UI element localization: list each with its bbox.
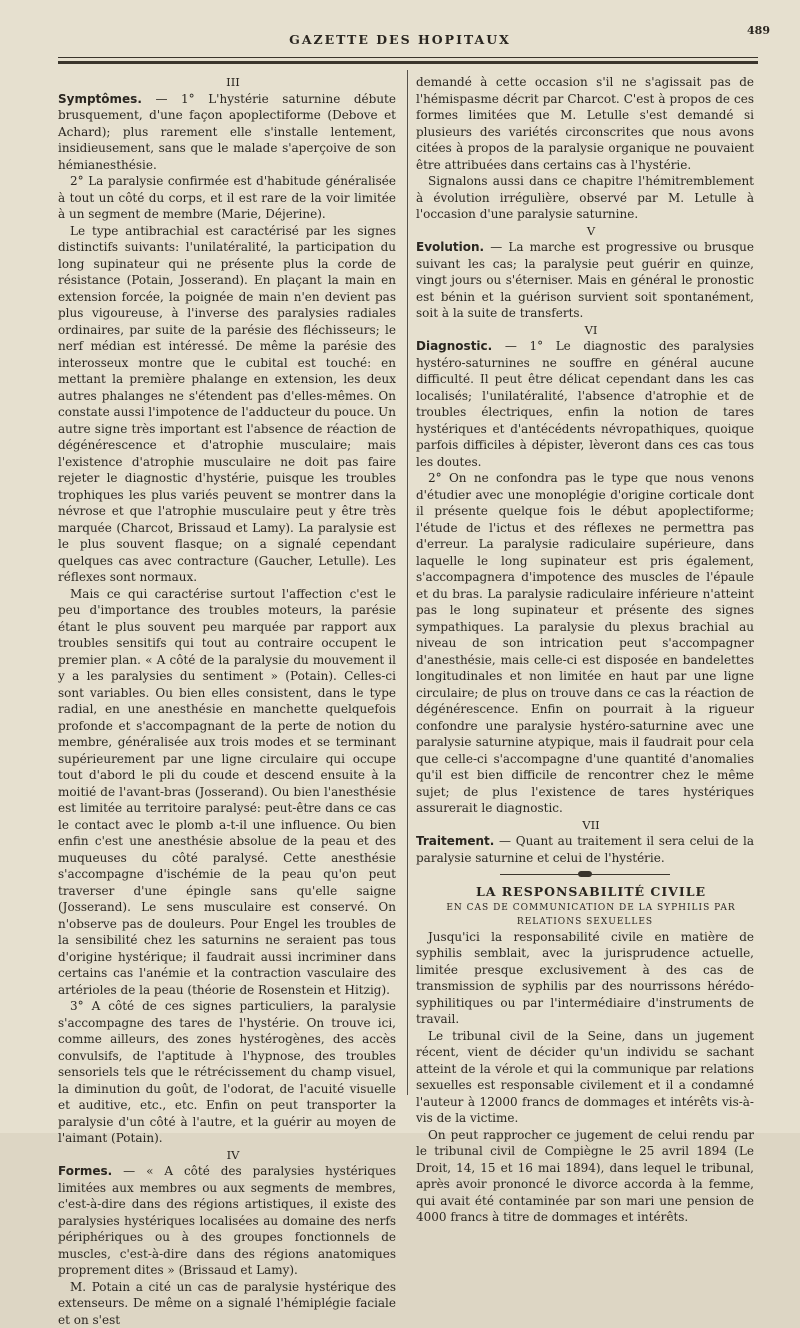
formes-heading: Formes. <box>58 1164 112 1178</box>
article-text-1: Jusqu'ici la responsabilité civile en matière de syphilis semblait, avec la jurisprudence actuelle, limitée presque exclusivement à des cas de transmission de syphilis par des nourrissons hérédo-syphilitiques ou par l'intermédiaire d'instruments de travail. <box>416 929 754 1028</box>
diagnostic-text-2: 2° On ne confondra pas le type que nous venons d'étudier avec une monoplégie d'origine corticale dont il présente quelque fois le début apoplectiforme; l'étude de l'ictus et des réflexes ne permettra pas d'erreur. La paralysie radiculaire supérieure, dans laquelle le long supinateur est pris également, s'accompagnera d'impotence des muscles de l'épaule et du bras. La paralysie radiculaire inférieure n'atteint pas le long supinateur et présente des signes sympathiques. La paralysie du plexus brachial au niveau de son intrication peut s'accompagner d'anesthésie, mais celle-ci est disposée en bandelettes longitudinales et non limitée en haut par une ligne circulaire; de plus on trouve dans ce cas la réaction de dégénérescence. Enfin on pourrait à la rigueur confondre une paralysie hystéro-saturnine avec une paralysie saturnine atypique, mais il faudrait pour cela que celle-ci s'accompagne d'une quantité d'anomalies qu'il est bien difficile de rencontrer chez le même sujet; de plus l'existence de tares hystériques assurerait le diagnostic. <box>416 470 754 817</box>
diagnostic-text-1: — 1° Le diagnostic des paralysies hystéro-saturnines ne souffre en général aucune difficulté. Il peut être délicat cependant dans les cas localisés; l'unilatéralité, l'absence d'atrophie et de troubles électriques, enfin la notion de tares hystériques et d'antécédents névropathiques, quoique parfois difficiles à dépister, lèveront dans ces cas tous les doutes. <box>416 339 754 469</box>
left-column <box>58 74 396 1328</box>
traitement-text: — Quant au traitement il sera celui de la paralysie saturnine et celui de l'hystérie. <box>416 834 754 865</box>
journal-title: GAZETTE DES HOPITAUX <box>289 32 511 47</box>
page-header <box>20 28 780 52</box>
symptomes-paragraph <box>58 91 396 174</box>
evolution-heading: Evolution. <box>416 240 484 254</box>
traitement-heading: Traitement. <box>416 834 494 848</box>
evolution-text: — La marche est progressive ou brusque suivant les cas; la paralysie peut guérir en quinze, vingt jours ou s'éterniser. Mais en général le pronostic est bénin et la guérison survient soit spontanément, soit à la suite de transferts. <box>416 240 754 320</box>
evolution-paragraph <box>416 239 754 322</box>
right-column <box>416 74 754 1226</box>
section-divider-ornament <box>416 870 754 878</box>
continuation-text-2: Signalons aussi dans ce chapitre l'hémitremblement à évolution irrégulière, observé par M. Letulle à l'occasion d'une paralysie saturnine. <box>416 173 754 223</box>
divider-dot <box>578 871 592 877</box>
diagnostic-heading: Diagnostic. <box>416 339 492 353</box>
formes-text-1: — « A côté des paralysies hystériques limitées aux membres ou aux segments de membres, c'est-à-dire dans des régions artistiques, il existe des paralysies hystériques localisées au domaine des nerfs périphériques ou à des groupes fonctionnels de muscles, c'est-à-dire dans des régions anatomiques proprement dites » (Brissaud et Lamy). <box>58 1164 396 1277</box>
continuation-text-1: demandé à cette occasion s'il ne s'agissait pas de l'hémispasme décrit par Charcot. C'est à propos de ces formes limitées que M. Letulle s'est demandé si plusieurs des variétés circonscrites que nous avons citées à propos de la paralysie organique ne pouvaient être attribuées dans certains cas à l'hystérie. <box>416 74 754 173</box>
diagnostic-paragraph <box>416 338 754 470</box>
symptomes-heading: Symptômes. <box>58 92 142 106</box>
page-number: 489 <box>747 24 770 37</box>
article-title: LA RESPONSABILITÉ CIVILE <box>416 884 754 901</box>
symptomes-text-4: Mais ce qui caractérise surtout l'affection c'est le peu d'importance des troubles moteurs, la parésie étant le plus souvent peu marquée par rapport aux troubles sensitifs qui tout au contraire occupent le premier plan. « A côté de la paralysie du mouvement il y a les paralysies du sentiment » (Potain). Celles-ci sont variables. Ou bien elles consistent, dans le type radial, en une anesthésie en manchette quelquefois profonde et s'accompagnant de la perte de notion du membre, généralisée aux trois modes et se terminant supérieurement par une ligne circulaire qui occupe tout d'abord le pli du coude et descend ensuite à la moitié de l'avant-bras (Josserand). Ou bien l'anesthésie est limitée au territoire paralysé: peut-être dans ce cas le contact avec le plomb a-t-il une influence. Ou bien enfin c'est une anesthésie absolue de la peau et des muqueuses du côté paralysé. Cette anesthésie s'accompagne d'ischémie de la peau qu'on peut traverser d'une épingle sans qu'elle saigne (Josserand). Le sens musculaire est conservé. On n'observe pas de douleurs. Pour Engel les troubles de la sensibilité chez les saturnins ne seraient pas tous d'origine hystérique; il faudrait aussi incriminer dans certains cas l'anémie et la contraction vasculaire des artérioles de la peau (théorie de Rosenstein et Hitzig). <box>58 586 396 999</box>
section-number-7: VII <box>416 817 754 834</box>
formes-paragraph <box>58 1163 396 1279</box>
section-number-6: VI <box>416 322 754 339</box>
article-subtitle: EN CAS DE COMMUNICATION DE LA SYPHILIS PAR RELATIONS SEXUELLES <box>416 901 754 929</box>
column-separator <box>407 70 408 1095</box>
symptomes-text-5: 3° A côté de ces signes particuliers, la paralysie s'accompagne des tares de l'hystérie. On trouve ici, comme ailleurs, des zones hystérogènes, des accès convulsifs, de l'aptitude à l'hypnose, des troubles sensoriels tels que le rétrécissement du champ visuel, la diminution du goût, de l'odorat, de l'acuité visuelle et auditive, etc., etc. Enfin on peut transporter la paralysie d'un côté à l'autre, et la guérir au moyen de l'aimant (Potain). <box>58 998 396 1147</box>
symptomes-text-3: Le type antibrachial est caractérisé par les signes distinctifs suivants: l'unilatéralité, la participation du long supinateur qui ne présente plus la corde de résistance (Potain, Josserand). En plaçant la main en extension forcée, la poignée de main n'en devient pas plus vigoureuse, à l'inverse des paralysies radiales ordinaires, par suite de la parésie des fléchisseurs; le nerf médian est intéressé. De même la parésie des interosseux montre que le cubital est touché: en mettant la première phalange en extension, les deux autres phalanges ne s'étendent pas d'elles-mêmes. On constate aussi l'impotence de l'adducteur du pouce. Un autre signe très important est l'absence de réaction de dégénérescence et d'atrophie musculaire; mais l'existence d'atrophie musculaire ne doit pas faire rejeter le diagnostic d'hystérie, puisque les troubles trophiques les plus variés peuvent se montrer dans la névrose et que l'atrophie musculaire peut y être très marquée (Charcot, Brissaud et Lamy). La paralysie est le plus souvent flasque; on a signalé cependant quelques cas avec contracture (Gaucher, Letulle). Les réflexes sont normaux. <box>58 223 396 586</box>
header-rule-thick <box>58 61 758 64</box>
section-number-5: V <box>416 223 754 240</box>
article-text-2: Le tribunal civil de la Seine, dans un jugement récent, vient de décider qu'un individu se sachant atteint de la vérole et qui la communique par relations sexuelles est responsable civilement et il a condamné l'auteur à 12000 francs de dommages et intérêts vis-à-vis de la victime. <box>416 1028 754 1127</box>
symptomes-text-2: 2° La paralysie confirmée est d'habitude généralisée à tout un côté du corps, et il est rare de la voir limitée à un segment de membre (Marie, Déjerine). <box>58 173 396 223</box>
symptomes-text-1: — 1° L'hystérie saturnine débute brusquement, d'une façon apoplectiforme (Debove et Achard); plus rarement elle s'installe lentement, insidieusement, sans que le malade s'aperçoive de son hémianesthésie. <box>58 92 396 172</box>
section-number-4: IV <box>58 1147 396 1164</box>
article-text-3: On peut rapprocher ce jugement de celui rendu par le tribunal civil de Compiègne le 25 avril 1894 (Le Droit, 14, 15 et 16 mai 1894), dans lequel le tribunal, après avoir prononcé le divorce accorda à la femme, qui avait été contaminée par son mari une pension de 4000 francs à titre de dommages et intérêts. <box>416 1127 754 1226</box>
formes-text-2: M. Potain a cité un cas de paralysie hystérique des extenseurs. De même on a signalé l'hémiplégie faciale et on s'est <box>58 1279 396 1328</box>
section-number-3: III <box>58 74 396 91</box>
header-rule-thin <box>58 57 758 58</box>
traitement-paragraph <box>416 833 754 866</box>
